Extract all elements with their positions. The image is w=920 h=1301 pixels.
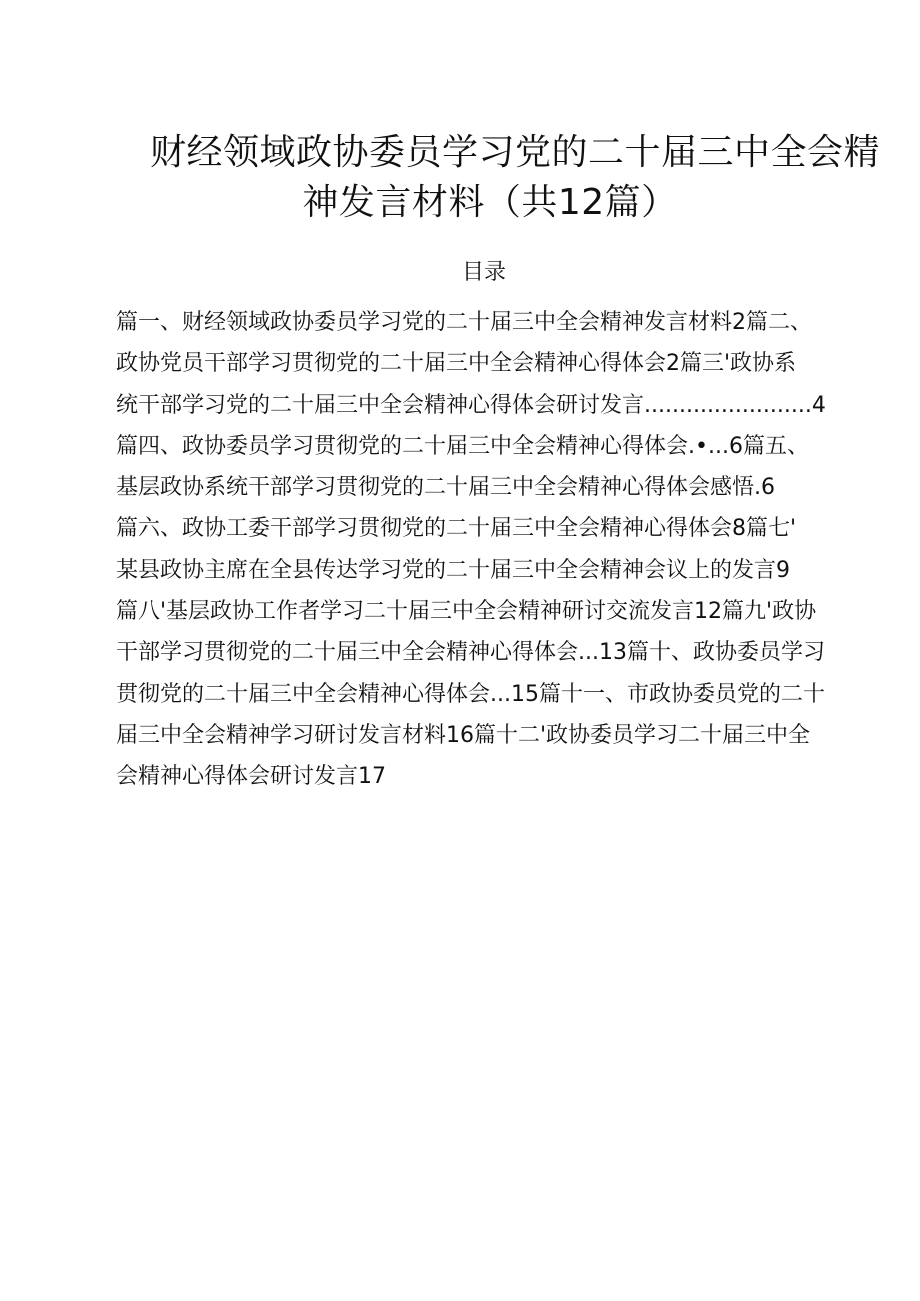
title-line-1: 财经领域政协委员学习党的二十届三中全会精 xyxy=(150,132,881,173)
toc-line: 某县政协主席在全县传达学习党的二十届三中全会精神会议上的发言9 xyxy=(116,557,790,583)
toc-line: 干部学习贯彻党的二十届三中全会精神心得体会...13篇十、政协委员学习 xyxy=(116,640,825,666)
toc-line: 届三中全会精神学习研讨发言材料16篇十二'政协委员学习二十届三中全 xyxy=(116,722,811,748)
toc-line: 篇四、政协委员学习贯彻党的二十届三中全会精神心得体会.•...6篇五、 xyxy=(116,433,809,459)
title-line-2: 神发言材料（共12篇） xyxy=(302,182,678,223)
toc-line: 篇一、财经领域政协委员学习党的二十届三中全会精神发言材料2篇二、 xyxy=(116,310,812,335)
toc-line: 会精神心得体会研讨发言17 xyxy=(116,764,386,790)
table-of-contents xyxy=(116,302,852,798)
toc-heading: 目录 xyxy=(461,260,506,285)
toc-line: 贯彻党的二十届三中全会精神心得体会...15篇十一、市政协委员党的二十 xyxy=(116,681,825,707)
toc-line: 篇八'基层政协工作者学习二十届三中全会精神研讨交流发言12篇九'政协 xyxy=(116,599,817,625)
toc-line: 统干部学习党的二十届三中全会精神心得体会研讨发言........................4 xyxy=(116,392,826,418)
toc-line: 基层政协系统干部学习贯彻党的二十届三中全会精神心得体会感悟.6 xyxy=(116,475,775,501)
document-title xyxy=(150,128,881,228)
toc-line: 篇六、政协工委干部学习贯彻党的二十届三中全会精神心得体会8篇七' xyxy=(116,516,797,542)
toc-line: 政协党员干部学习贯彻党的二十届三中全会精神心得体会2篇三'政协系 xyxy=(116,351,797,377)
